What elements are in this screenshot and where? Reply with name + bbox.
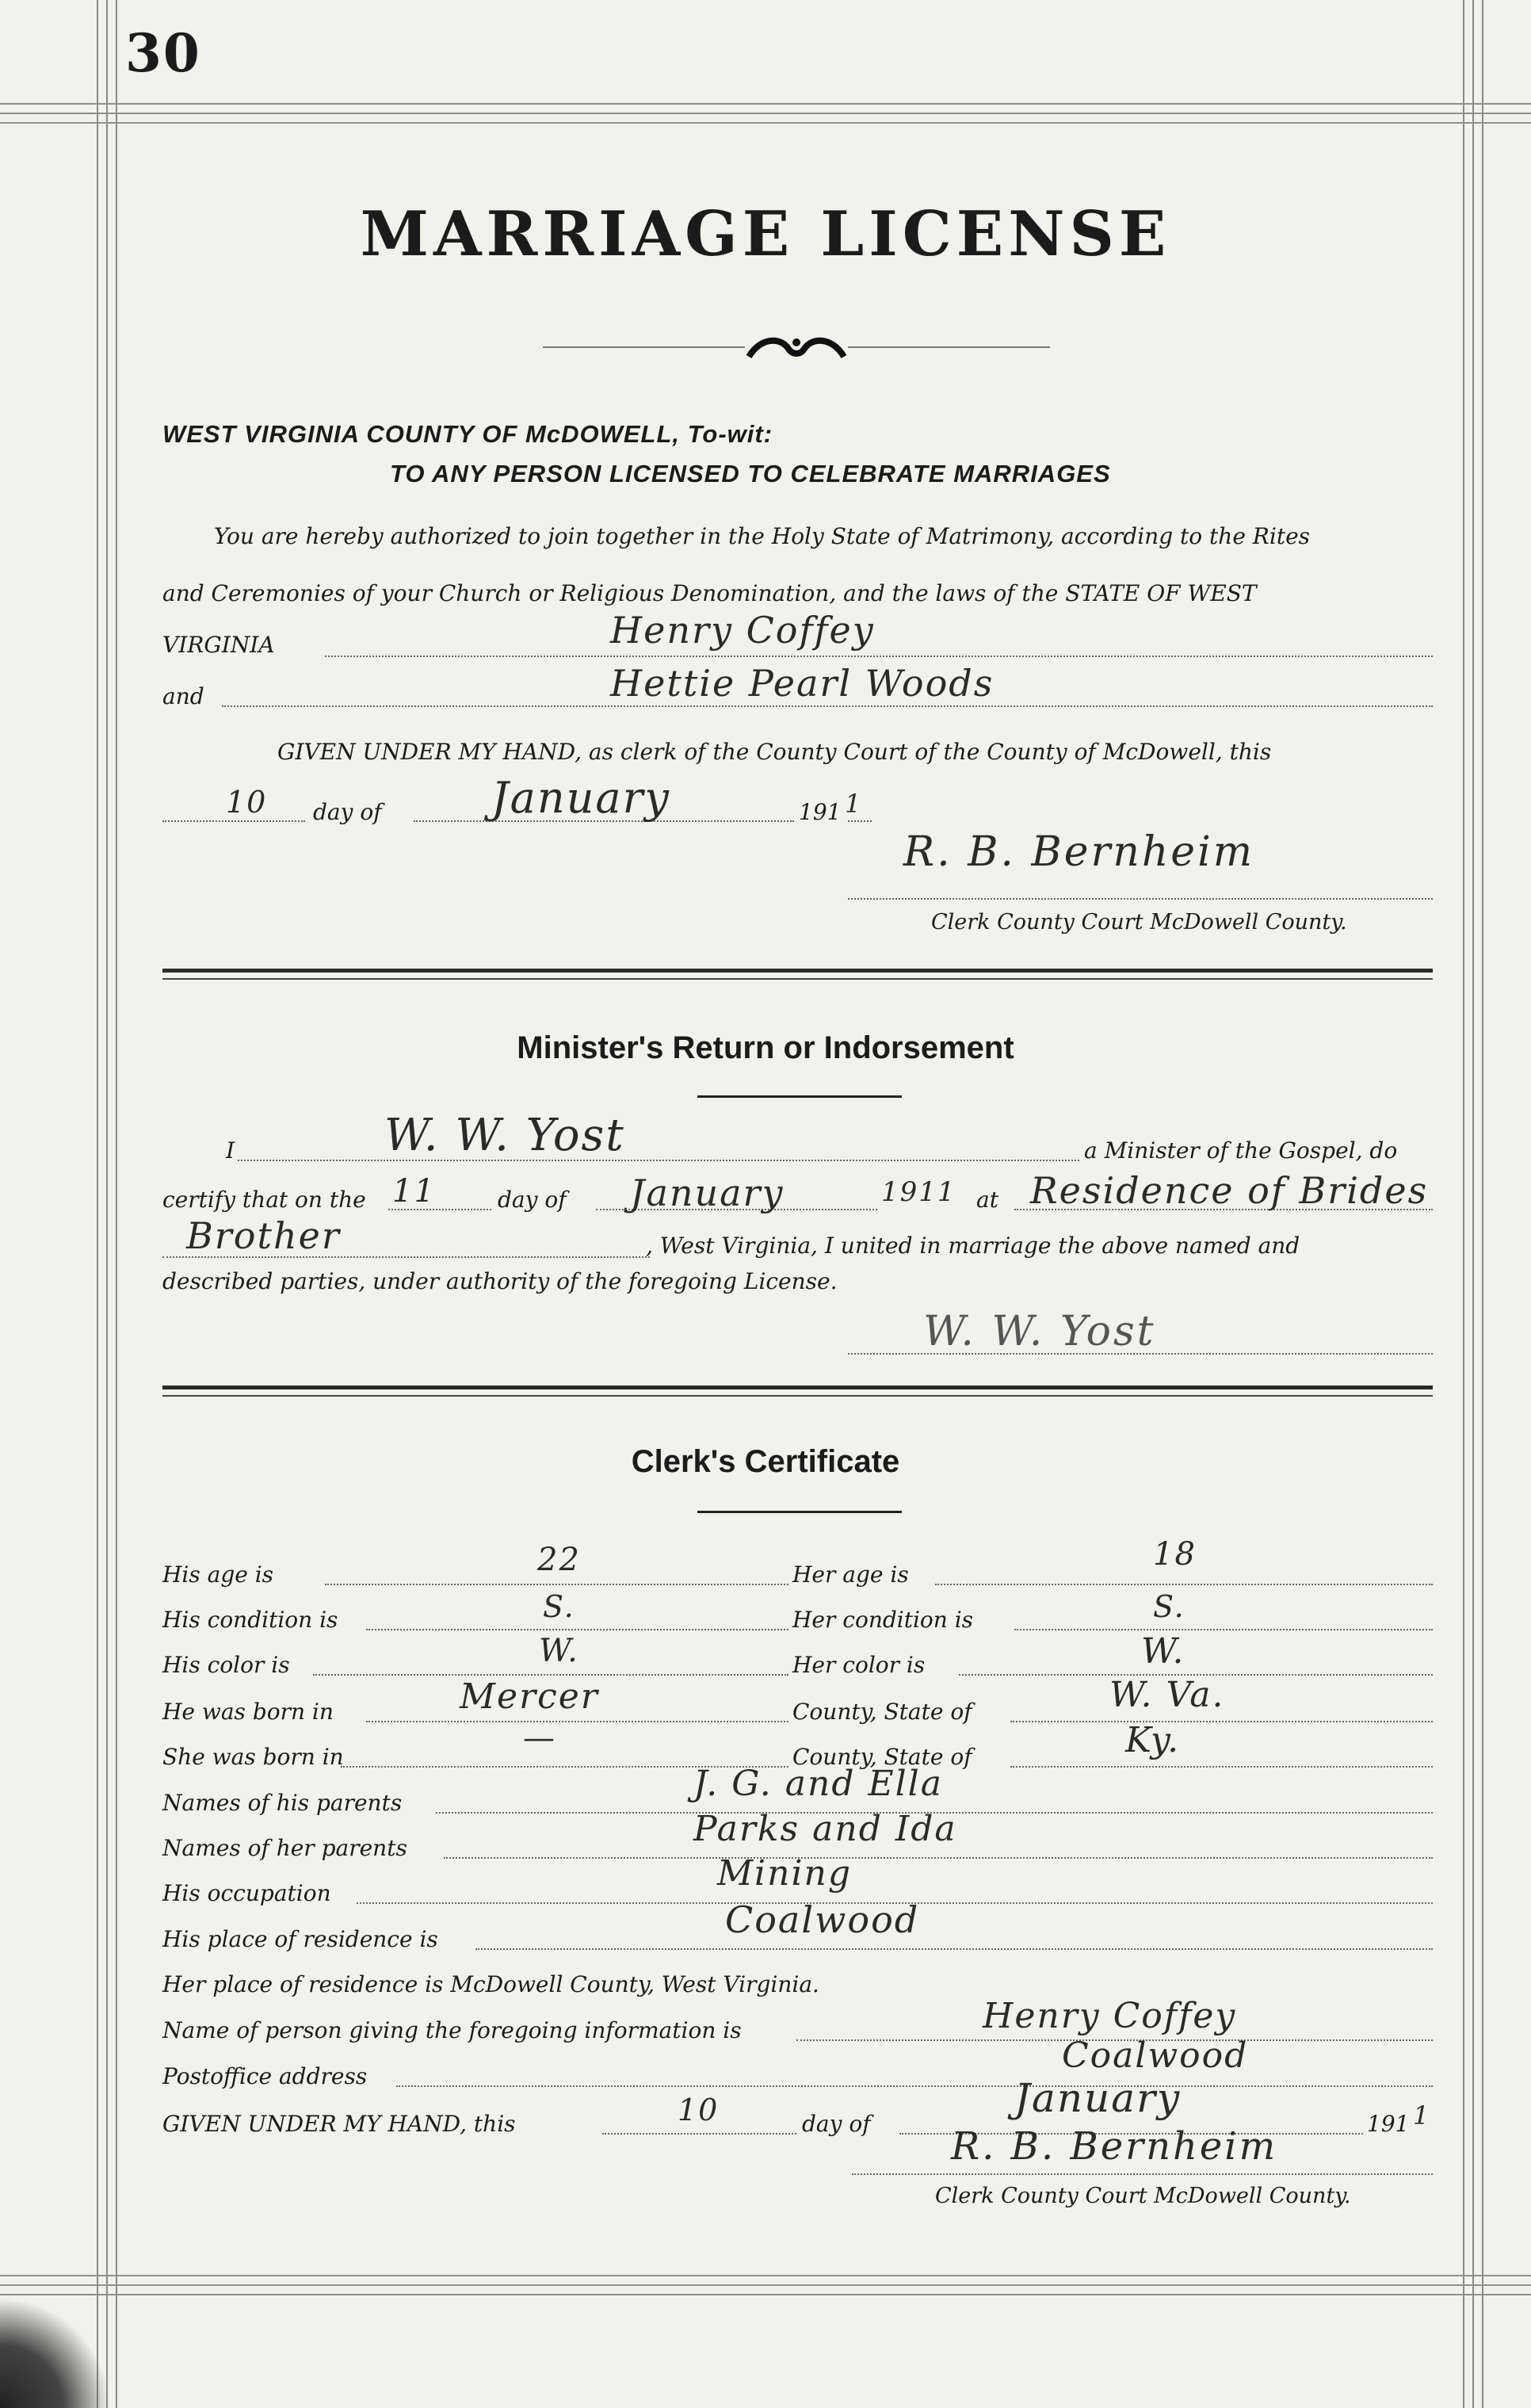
license-day-of-label: day of [313, 799, 382, 825]
clerk-caption-license: Clerk County Court McDowell County. [931, 910, 1347, 935]
bottom-rule-inner [0, 2284, 1531, 2286]
header-county: WEST VIRGINIA COUNTY OF McDOWELL, To-wit: [162, 420, 773, 448]
given-month: January [1014, 2075, 1182, 2121]
minister-place-1: Residence of Brides [1030, 1169, 1429, 1212]
minister-section-title: Minister's Return or Indorsement [517, 1030, 1014, 1065]
minister-signature-line [848, 1353, 1433, 1355]
her-color-label: Her color is [792, 1652, 926, 1678]
his-color-line [313, 1674, 788, 1676]
right-margin-rule [1463, 0, 1464, 2408]
license-para-2: and Ceremonies of your Church or Religious Denomination, and the laws of the STATE OF WEST [162, 580, 1257, 606]
her-condition: S. [1153, 1589, 1185, 1624]
minister-month: January [630, 1172, 785, 1214]
her-parents: Parks and Ida [693, 1809, 957, 1849]
minister-day: 11 [392, 1173, 436, 1210]
section-divider-2 [162, 1386, 1433, 1389]
license-year-hand: 1 [845, 789, 863, 819]
certify-label: certify that on the [162, 1187, 366, 1213]
section-divider [162, 969, 1433, 973]
he-state: W. Va. [1109, 1675, 1225, 1715]
right-margin-rule-inner [1472, 0, 1474, 2408]
west-virginia-text: , West Virginia, I united in marriage the above named and [646, 1233, 1300, 1259]
her-parents-label: Names of her parents [162, 1835, 407, 1861]
his-condition: S. [543, 1589, 575, 1624]
she-born-label: She was born in [162, 1744, 344, 1770]
minister-name-line [238, 1160, 1079, 1161]
minister-at-label: at [976, 1187, 998, 1213]
informant: Henry Coffey [983, 1996, 1237, 2036]
top-rule [0, 103, 1531, 105]
informant-label: Name of person giving the foregoing information is [162, 2017, 742, 2043]
bride-line [222, 705, 1433, 707]
section-divider-thin [162, 978, 1433, 980]
he-state-line [1010, 1721, 1433, 1722]
she-county-state-label: County, State of [792, 1744, 972, 1770]
section-divider-2-thin [162, 1395, 1433, 1397]
groom-name: Henry Coffey [610, 609, 875, 652]
given-day-line [602, 2133, 796, 2135]
clerk-signature-line [848, 898, 1433, 900]
his-age: 22 [537, 1542, 581, 1578]
her-age-label: Her age is [792, 1561, 909, 1588]
minister-place-line-2 [162, 1256, 650, 1258]
license-day: 10 [226, 785, 268, 820]
right-margin-rule-2 [1482, 0, 1483, 2408]
postoffice-label: Postoffice address [162, 2063, 368, 2089]
left-margin-rule-2 [116, 0, 117, 2408]
his-condition-line [366, 1629, 788, 1630]
top-rule-2 [0, 122, 1531, 124]
minister-of-gospel-text: a Minister of the Gospel, do [1084, 1137, 1398, 1164]
her-age-line [935, 1584, 1433, 1585]
his-parents: J. G. and Ella [693, 1764, 943, 1804]
she-state-line [1010, 1766, 1433, 1768]
occupation: Mining [717, 1853, 853, 1894]
given-year-printed: 191 [1367, 2111, 1410, 2137]
clerk-signature-license: R. B. Bernheim [903, 828, 1255, 876]
minister-title-underline [697, 1095, 902, 1098]
given-under-hand-text: GIVEN UNDER MY HAND, as clerk of the County Court of the County of McDowell, this [277, 739, 1272, 765]
she-state: Ky. [1125, 1720, 1181, 1760]
given-under-hand-label: GIVEN UNDER MY HAND, this [162, 2111, 516, 2137]
clerk-caption-certificate: Clerk County Court McDowell County. [935, 2184, 1351, 2208]
her-age: 18 [1153, 1536, 1197, 1573]
groom-line [325, 656, 1433, 657]
occupation-label: His occupation [162, 1880, 331, 1906]
bottom-rule [0, 2275, 1531, 2276]
document-title: MARRIAGE LICENSE [360, 198, 1171, 270]
virginia-label: VIRGINIA [162, 632, 275, 658]
license-day-line [162, 820, 305, 822]
bottom-rule-2 [0, 2294, 1531, 2295]
his-residence-line [475, 1948, 1433, 1950]
he-born-line [366, 1721, 788, 1722]
minister-signature: W. W. Yost [923, 1308, 1156, 1355]
his-residence-label: His place of residence is [162, 1926, 438, 1952]
her-residence-text: Her place of residence is McDowell County, West Virginia. [162, 1971, 819, 1997]
his-color-label: His color is [162, 1652, 290, 1678]
given-year-hand: 1 [1413, 2100, 1431, 2131]
minister-year: 1911 [881, 1176, 956, 1208]
given-day-of-label: day of [802, 2111, 871, 2137]
left-margin-rule-inner [106, 0, 108, 2408]
left-margin-rule [97, 0, 98, 2408]
header-to-any-person: TO ANY PERSON LICENSED TO CELEBRATE MARRIAGES [390, 460, 1111, 487]
minister-name: W. W. Yost [384, 1110, 625, 1161]
minister-i-label: I [226, 1137, 235, 1164]
minister-day-of-label: day of [498, 1187, 567, 1213]
described-parties-text: described parties, under authority of the foregoing License. [162, 1268, 838, 1294]
her-color: W. [1141, 1631, 1185, 1672]
top-rule-inner [0, 113, 1531, 114]
license-year-line [848, 820, 872, 822]
ornament-icon [745, 333, 848, 365]
postoffice: Coalwood [1062, 2035, 1249, 2076]
clerk-cert-signature-line [852, 2173, 1433, 2175]
his-color: W. [539, 1633, 579, 1669]
his-condition-label: His condition is [162, 1607, 338, 1633]
he-born-label: He was born in [162, 1699, 334, 1725]
license-para-1: You are hereby authorized to join together in the Holy State of Matrimony, according to the Rites [214, 523, 1311, 549]
he-born: Mercer [460, 1676, 599, 1717]
given-day: 10 [678, 2093, 720, 2127]
clerk-title-underline [697, 1511, 902, 1513]
clerk-signature-certificate: R. B. Bernheim [951, 2124, 1278, 2169]
license-month: January [491, 773, 670, 823]
his-parents-label: Names of his parents [162, 1790, 403, 1816]
minister-place-2: Brother [186, 1214, 341, 1257]
she-born: — [523, 1720, 556, 1756]
scan-corner-shadow [0, 2297, 111, 2408]
her-parents-line [444, 1857, 1433, 1859]
title-rule-right [848, 346, 1050, 348]
his-age-line [325, 1584, 788, 1585]
title-rule-left [543, 346, 745, 348]
his-age-label: His age is [162, 1561, 274, 1588]
license-year-printed: 191 [799, 799, 842, 825]
he-county-state-label: County, State of [792, 1699, 972, 1725]
and-label: and [162, 683, 204, 709]
clerk-certificate-title: Clerk's Certificate [631, 1444, 900, 1479]
bride-name: Hettie Pearl Woods [610, 662, 995, 705]
his-residence: Coalwood [725, 1898, 920, 1941]
postoffice-line [396, 2085, 1433, 2087]
her-condition-label: Her condition is [792, 1607, 974, 1633]
her-condition-line [1014, 1629, 1433, 1630]
page-number: 30 [125, 22, 201, 84]
